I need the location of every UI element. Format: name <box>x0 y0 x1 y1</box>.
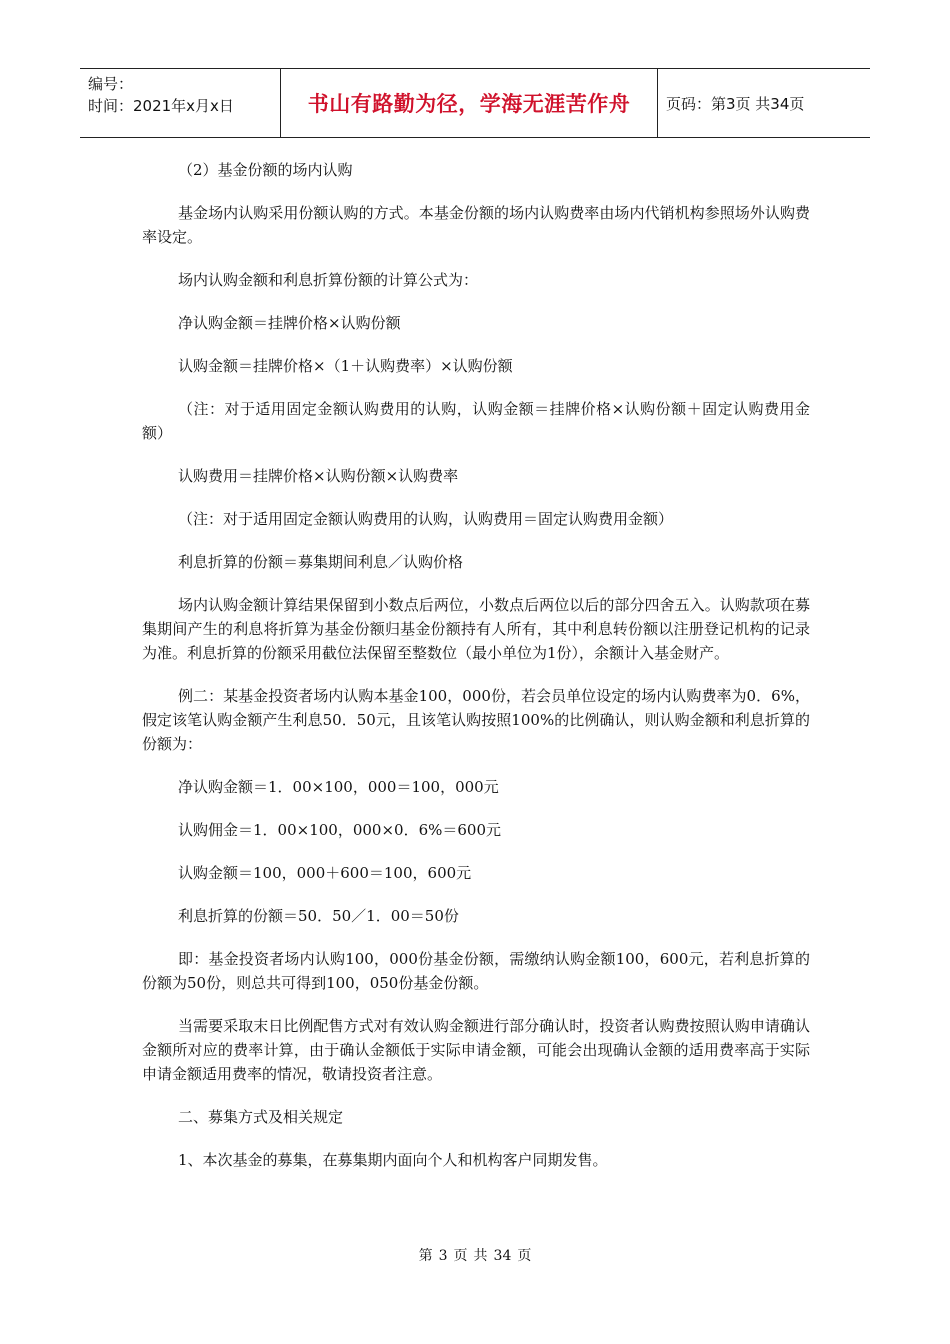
document-number-label: 编号： <box>88 75 134 93</box>
footer-total-number: 34 <box>493 1248 512 1264</box>
formula: 认购金额＝挂牌价格×（1＋认购费率）×认购份额 <box>178 357 513 375</box>
paragraph: 1、本次基金的募集，在募集期内面向个人和机构客户同期发售。 <box>178 1151 608 1169</box>
formula: 净认购金额＝1．00×100，000＝100，000元 <box>178 778 499 796</box>
footer-total-suffix: 页 <box>517 1248 532 1264</box>
note: （注：对于适用固定金额认购费用的认购，认购费用＝固定认购费用金额） <box>178 510 674 528</box>
footer-page-mid: 页 <box>453 1248 468 1264</box>
footer-page-number: 3 <box>438 1248 448 1264</box>
section-heading: 二、募集方式及相关规定 <box>178 1108 344 1126</box>
formula: 认购佣金＝1．00×100，000×0．6%＝600元 <box>178 821 501 839</box>
formula: 利息折算的份额＝50．50／1．00＝50份 <box>178 907 459 925</box>
example-paragraph: 例二：某基金投资者场内认购本基金100，000份，若会员单位设定的场内认购费率为0．6%，假定该笔认购金额产生利息50．50元，且该笔认购按照100%的比例确认，则认购金额和利息折算的份额为： <box>142 687 810 753</box>
footer-page-prefix: 第 <box>418 1248 433 1264</box>
document-header <box>80 68 870 138</box>
paragraph: 场内认购金额计算结果保留到小数点后两位，小数点后两位以后的部分四舍五入。认购款项在募集期间产生的利息将折算为基金份额归基金份额持有人所有，其中利息转份额以注册登记机构的记录为准。利息折算的份额采用截位法保留至整数位（最小单位为1份），余额计入基金财产。 <box>142 596 810 662</box>
formula: 认购费用＝挂牌价格×认购份额×认购费率 <box>178 467 459 485</box>
formula: 利息折算的份额＝募集期间利息／认购价格 <box>178 553 464 571</box>
paragraph: 场内认购金额和利息折算份额的计算公式为： <box>178 271 479 289</box>
footer-total-prefix: 共 <box>473 1248 488 1264</box>
paragraph: 即：基金投资者场内认购100，000份基金份额，需缴纳认购金额100，600元，若利息折算的份额为50份，则总共可得到100，050份基金份额。 <box>142 950 810 992</box>
paragraph: 基金场内认购采用份额认购的方式。本基金份额的场内认购费率由场内代销机构参照场外认购费率设定。 <box>142 204 810 246</box>
header-meta <box>80 69 281 137</box>
page-footer <box>0 1245 950 1265</box>
formula: 净认购金额＝挂牌价格×认购份额 <box>178 314 401 332</box>
section-heading: （2）基金份额的场内认购 <box>178 161 353 179</box>
header-page-info: 页码：第3页 共34页 <box>666 94 805 113</box>
header-motto: 书山有路勤为径，学海无涯苦作舟 <box>281 69 658 137</box>
formula: 认购金额＝100，000＋600＝100，600元 <box>178 864 472 882</box>
paragraph: 当需要采取末日比例配售方式对有效认购金额进行部分确认时，投资者认购费按照认购申请确认金额所对应的费率计算，由于确认金额低于实际申请金额，可能会出现确认金额的适用费率高于实际申请金额适用费率的情况，敬请投资者注意。 <box>142 1017 810 1083</box>
document-body <box>142 158 810 1172</box>
note: （注：对于适用固定金额认购费用的认购，认购金额＝挂牌价格×认购份额＋固定认购费用金额） <box>142 400 810 442</box>
document-date-label: 时间：2021年x月x日 <box>88 97 234 115</box>
